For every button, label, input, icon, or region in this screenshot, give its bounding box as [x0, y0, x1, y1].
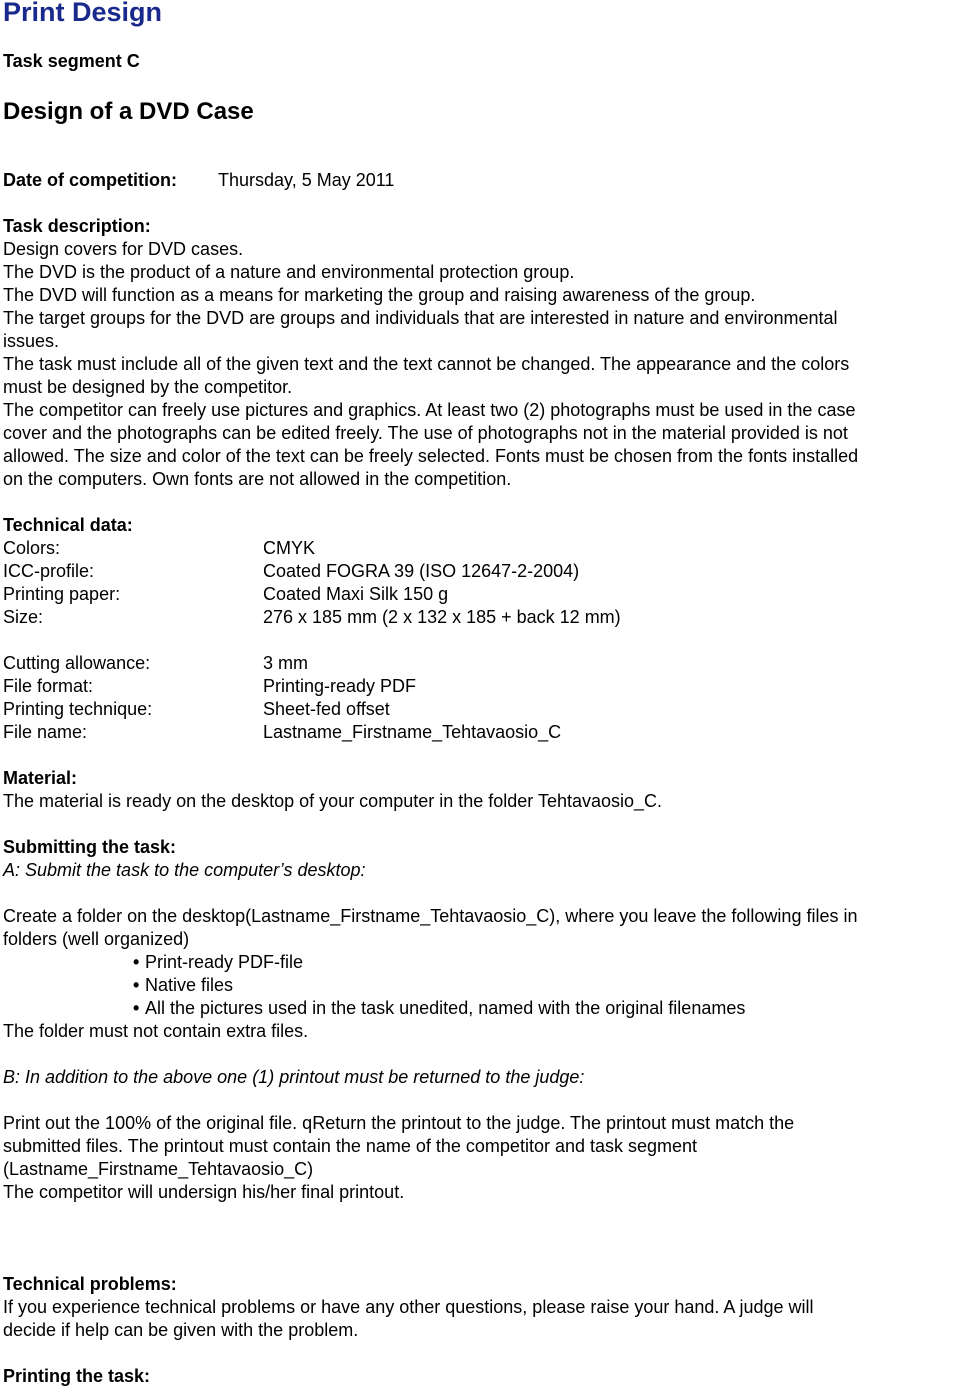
tech-value: Coated Maxi Silk 150 g — [263, 584, 449, 604]
page-title: Print Design — [3, 0, 163, 27]
print-line: Print out the 100% of the original file. qReturn the printout to the judge. The printout must match the — [3, 1113, 795, 1133]
file-list — [3, 951, 958, 1020]
spacer — [3, 1043, 958, 1066]
submit-option-b: B: In addition to the above one (1) printout must be returned to the judge: — [3, 1067, 585, 1087]
date-value: Thursday, 5 May 2011 — [218, 170, 395, 190]
material-heading: Material: — [3, 768, 78, 788]
spacer — [3, 629, 958, 652]
task-description-heading: Task description: — [3, 216, 151, 236]
task-description-line: The DVD is the product of a nature and environmental protection group. — [3, 262, 575, 282]
spacer — [3, 882, 958, 905]
task-description-line: allowed. The size and color of the text can be freely selected. Fonts must be chosen from the fonts installed — [3, 446, 859, 466]
tech-value: Lastname_Firstname_Tehtavaosio_C — [263, 722, 562, 742]
list-item-text: Native files — [145, 975, 234, 995]
print-line: The competitor will undersign his/her final printout. — [3, 1182, 405, 1202]
tech-label: File format: — [3, 676, 94, 696]
tech-row-colors — [3, 537, 958, 560]
tech-row-size — [3, 606, 958, 629]
tech-value: Sheet-fed offset — [263, 699, 390, 719]
tech-value: Printing-ready PDF — [263, 676, 417, 696]
task-description-section — [3, 215, 958, 491]
spacer — [3, 1089, 958, 1112]
list-item — [133, 951, 958, 974]
task-description-line: The task must include all of the given text and the text cannot be changed. The appearance and the colors — [3, 354, 850, 374]
task-description-line: issues. — [3, 331, 60, 351]
date-label: Date of competition: — [3, 170, 177, 190]
technical-data-section — [3, 514, 958, 744]
tech-row-filename — [3, 721, 958, 744]
technical-data-heading: Technical data: — [3, 515, 133, 535]
task-description-line: cover and the photographs can be edited freely. The use of photographs not in the material provided is not — [3, 423, 848, 443]
task-description-line: must be designed by the competitor. — [3, 377, 293, 397]
printing-heading: Printing the task: — [3, 1366, 151, 1386]
tech-label: Printing technique: — [3, 699, 153, 719]
task-description-line: Design covers for DVD cases. — [3, 239, 244, 259]
folder-line: Create a folder on the desktop(Lastname_Firstname_Tehtavaosio_C), where you leave the following files in — [3, 906, 858, 926]
list-item-text: All the pictures used in the task unedited, named with the original filenames — [145, 998, 746, 1018]
tech-label: Cutting allowance: — [3, 653, 151, 673]
tech-value: CMYK — [263, 538, 316, 558]
print-line: (Lastname_Firstname_Tehtavaosio_C) — [3, 1159, 314, 1179]
material-text: The material is ready on the desktop of your computer in the folder Tehtavaosio_C. — [3, 791, 663, 811]
list-item — [133, 997, 958, 1020]
printing-section — [3, 1365, 958, 1388]
submitting-heading: Submitting the task: — [3, 837, 177, 857]
technical-problems-section — [3, 1273, 958, 1342]
task-segment: Task segment C — [3, 51, 140, 71]
tech-row-paper — [3, 583, 958, 606]
task-description-line: The target groups for the DVD are groups and individuals that are interested in nature and environmental — [3, 308, 838, 328]
technical-problems-line: decide if help can be given with the problem. — [3, 1320, 359, 1340]
tech-label: File name: — [3, 722, 88, 742]
tech-row-icc — [3, 560, 958, 583]
tech-label: Size: — [3, 607, 44, 627]
bullet-icon: • — [133, 975, 140, 995]
folder-note: The folder must not contain extra files. — [3, 1021, 309, 1041]
tech-row-cutting — [3, 652, 958, 675]
task-description-line: The DVD will function as a means for marketing the group and raising awareness of the group. — [3, 285, 756, 305]
tech-value: 3 mm — [263, 653, 308, 673]
print-line: submitted files. The printout must contain the name of the competitor and task segment — [3, 1136, 698, 1156]
task-description-line: on the computers. Own fonts are not allowed in the competition. — [3, 469, 512, 489]
tech-label: Printing paper: — [3, 584, 121, 604]
tech-label: ICC-profile: — [3, 561, 95, 581]
tech-value: 276 x 185 mm (2 x 132 x 185 + back 12 mm) — [263, 607, 621, 627]
date-section — [3, 169, 958, 192]
technical-problems-heading: Technical problems: — [3, 1274, 177, 1294]
submitting-section — [3, 836, 958, 1204]
list-item-text: Print-ready PDF-file — [145, 952, 304, 972]
document — [3, 0, 958, 1386]
tech-row-technique — [3, 698, 958, 721]
submit-option-a: A: Submit the task to the computer’s desktop: — [3, 860, 366, 880]
bullet-icon: • — [133, 952, 140, 972]
folder-line: folders (well organized) — [3, 929, 190, 949]
task-description-line: The competitor can freely use pictures and graphics. At least two (2) photographs must be used in the case — [3, 400, 856, 420]
bullet-icon: • — [133, 998, 140, 1018]
tech-value: Coated FOGRA 39 (ISO 12647-2-2004) — [263, 561, 580, 581]
material-section — [3, 767, 958, 813]
technical-problems-line: If you experience technical problems or have any other questions, please raise your hand. A judge will — [3, 1297, 814, 1317]
case-title: Design of a DVD Case — [3, 98, 254, 125]
tech-row-format — [3, 675, 958, 698]
list-item — [133, 974, 958, 997]
tech-label: Colors: — [3, 538, 61, 558]
